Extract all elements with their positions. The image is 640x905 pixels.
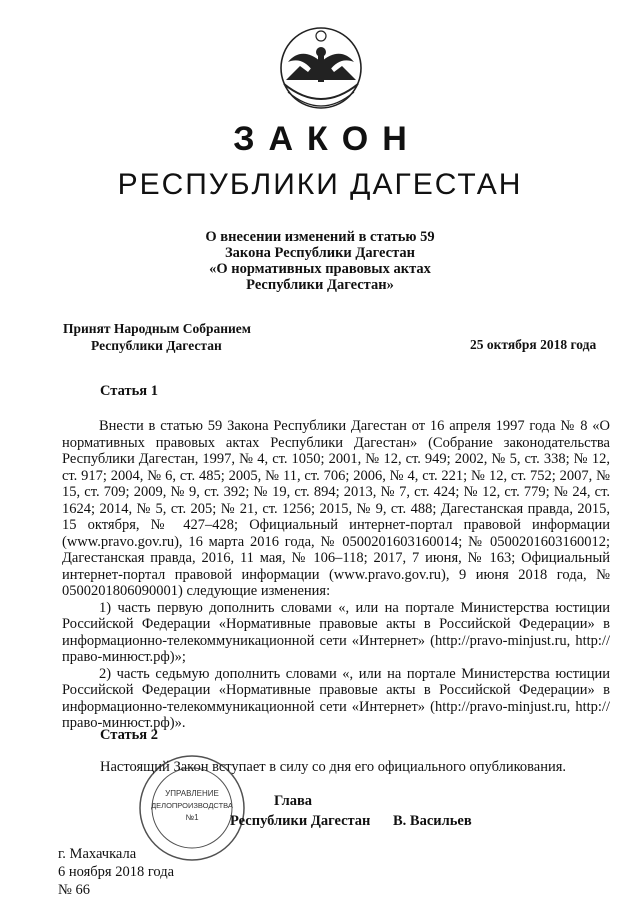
adoption-date: 25 октября 2018 года bbox=[470, 337, 597, 352]
adoption-note bbox=[63, 320, 251, 354]
subtitle-line: «О нормативных правовых актах bbox=[209, 261, 431, 277]
article-1-heading: Статья 1 bbox=[100, 383, 158, 399]
subtitle-line: О внесении изменений в статью 59 bbox=[205, 229, 435, 245]
signature-title-line-2: Республики Дагестан bbox=[230, 813, 371, 829]
footer-city: г. Махачкала bbox=[58, 846, 137, 862]
document-footer bbox=[58, 845, 174, 899]
footer-number: № 66 bbox=[58, 882, 90, 898]
subtitle-line: Закона Республики Дагестан bbox=[225, 245, 415, 261]
stamp-line-3: №1 bbox=[185, 813, 199, 822]
footer-date: 6 ноября 2018 года bbox=[58, 864, 175, 880]
article-2-text: Настоящий Закон вступает в силу со дня его официального опубликования. bbox=[100, 759, 567, 775]
article-1-body bbox=[62, 418, 610, 732]
subtitle-line: Республики Дагестан» bbox=[246, 277, 394, 293]
stamp-line-2: ДЕЛОПРОИЗВОДСТВА bbox=[151, 801, 233, 810]
signatory-name: В. Васильев bbox=[393, 813, 472, 829]
republic-title: РЕСПУБЛИКИ ДАГЕСТАН bbox=[117, 168, 523, 201]
article-1-item-2: 2) часть седьмую дополнить словами «, или на портале Министерства юстиции Российской Федерации «Нормативные правовые акты в Российской Федерации» в информационно-телекоммуникационной сети «Интернет» (http://pravo-minjust.ru, http://право-минюст.рф)». bbox=[62, 665, 610, 731]
article-1-intro: Внести в статью 59 Закона Республики Дагестан от 16 апреля 1997 года № 8 «О нормативных правовых актах Республики Дагестан» (Собрание законодательства Республики Дагестан, 1997, № 4, ст. 1050; 2001, № 12, ст. 949; 2002, № 5, ст. 338; № 12, ст. 917; 2004, № 6, ст. 485; 2005, № 11, ст. 706; 2006, № 4, ст. 221; № 12, ст. 752; 2007, № 15, ст. 709; 2009, № 9, ст. 392; № 19, ст. 894; 2013, № 7, ст. 424; № 12, ст. 779; № 24, ст. 1624; 2014, № 5, ст. 205; № 21, ст. 1256; 2015, № 9, ст. 488; Дагестанская правда, 2015, 15 октября, № 427–428; Официальный интернет-портал правовой информации (www.pravo.gov.ru), 16 марта 2016 года, № 0500201603160014; № 0500201603160012; Дагестанская правда, 2016, 11 мая, № 106–118; 2017, 7 июня, № 163; Официальный интернет-портал правовой информации (www.pravo.gov.ru), 9 июня 2018 года, № 0500201806090001) следующие изменения: bbox=[62, 418, 610, 599]
law-title: ЗАКОН bbox=[233, 120, 421, 158]
stamp-line-1: УПРАВЛЕНИЕ bbox=[165, 789, 219, 798]
article-1-item-1: 1) часть первую дополнить словами «, или на портале Министерства юстиции Российской Федерации «Нормативные правовые акты в Российской Федерации» в информационно-телекоммуникационной сети «Интернет» (http://pravo-minjust.ru, http://право-минюст.рф)»; bbox=[62, 599, 610, 665]
dagestan-coat-of-arms-icon bbox=[278, 22, 364, 120]
signature-title: Глава bbox=[274, 793, 313, 809]
adoption-line: Принят Народным Собранием bbox=[63, 321, 251, 336]
law-subtitle bbox=[140, 229, 500, 293]
article-2-heading: Статья 2 bbox=[100, 727, 158, 743]
adoption-line: Республики Дагестан bbox=[91, 338, 222, 353]
